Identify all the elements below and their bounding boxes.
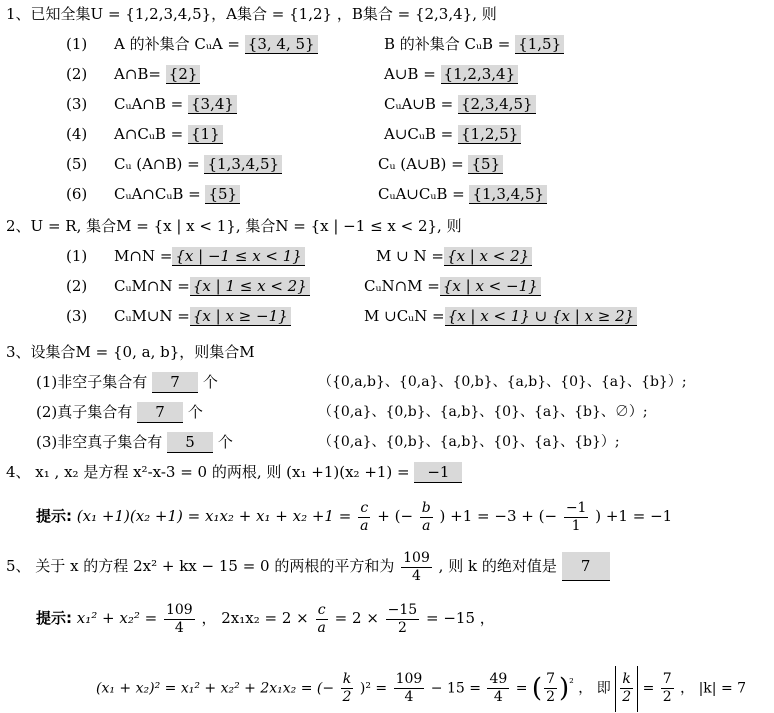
q3-row-list: （{0,a}、{0,b}、{a,b}、{0}、{a}、{b}）; <box>318 434 620 450</box>
q5-stem-frac: $\frac{109}{4}$ <box>403 549 430 584</box>
q1-row-left-answer: {2} <box>166 65 201 84</box>
q4-hint-d: ) +1 = −1 <box>595 507 673 525</box>
q1-row-right-answer: {1,3,4,5} <box>469 185 547 204</box>
q5-hint-label: 提示: <box>36 609 72 627</box>
q1-row-right-answer: {1,2,5} <box>458 125 521 144</box>
q5-h2-g: = <box>642 680 655 697</box>
q5-h2-frac-5: $\frac{k}{2}$ <box>622 671 632 706</box>
q2-row-left <box>66 246 305 268</box>
q1-row-number: (2) <box>66 65 88 83</box>
q3-stem: 3、设集合M = {0, a, b}，则集合M <box>6 343 255 361</box>
q5-h2-frac-2: $\frac{109}{4}$ <box>395 671 423 706</box>
q4-stem-text: 4、 x₁ , x₂ 是方程 x²-x-3 = 0 的两根, 则 (x₁ +1)(x₂ +1) = <box>6 463 410 481</box>
q1-row-right-expr: B 的补集合 CᵤB = <box>384 35 511 53</box>
q1-row-left <box>66 34 318 56</box>
q2-row-left-answer: {x | 1 ≤ x < 2} <box>190 277 310 296</box>
q3-row-list: （{0,a,b}、{0,a}、{0,b}、{a,b}、{0}、{a}、{b}）; <box>318 374 687 390</box>
q5-hint-line2: (x₁ + x₂)² = x₁² + x₂² + 2x₁x₂ = (− $\frac{k}{2}$ )² = $\frac{109}{4}$ − 15 = $\frac{49}{4}$ = ( $\frac{7}{2}$ )$^{^2}$ ， 即 $\frac{k}{2}$ = $\frac{7}{2}$ ， |k| = 7 <box>96 660 746 706</box>
q3-row-answer: 5 <box>167 432 213 453</box>
q3-row-list: （{0,a}、{0,b}、{a,b}、{0}、{a}、{b}、∅）; <box>318 404 648 420</box>
q4-hint-label: 提示: <box>36 507 72 525</box>
q1-row-right <box>384 64 518 86</box>
q2-row-left-answer: {x | x ≥ −1} <box>190 307 291 326</box>
q2-row-right <box>364 276 541 298</box>
q1-row-left-answer: {5} <box>205 185 240 204</box>
q1-row-right-expr: Cᵤ (A∪B) = <box>378 155 464 173</box>
q3-row-label: (3)非空真子集合有 <box>36 433 163 451</box>
q1-row-left <box>66 154 282 176</box>
q1-row-right-expr: CᵤA∪B = <box>384 95 454 113</box>
q4-answer: −1 <box>414 462 462 483</box>
q2-row-left-expr: CᵤM∪N = <box>114 307 190 325</box>
q5-h2-frac-1: $\frac{k}{2}$ <box>342 671 352 706</box>
q1-row-left-expr: CᵤA∩CᵤB = <box>114 185 201 203</box>
q1-row-right <box>384 94 536 116</box>
q1-row-right <box>384 124 521 146</box>
q4-stem <box>6 462 462 484</box>
q2-row-right <box>376 246 532 268</box>
q1-row-number: (5) <box>66 155 88 173</box>
q1-row-left-expr: A∩B= <box>114 65 161 83</box>
q3-row <box>36 372 218 394</box>
q1-row-number: (1) <box>66 35 88 53</box>
q2-row-right-expr: CᵤN∩M = <box>364 277 440 295</box>
q1-row-number: (4) <box>66 125 88 143</box>
q1-row-number: (6) <box>66 185 88 203</box>
q2-row-left-expr: M∩N = <box>114 247 173 265</box>
q1-stem: 1、已知全集U = {1,2,3,4,5}，A集合 = {1,2} ，B集合 = {2,3,4}, 则 <box>6 5 497 23</box>
q5-h1-a: x₁² + x₂² = <box>76 609 158 627</box>
q3-row-answer: 7 <box>137 402 183 423</box>
q2-row-left-expr: CᵤM∩N = <box>114 277 190 295</box>
q5-answer: 7 <box>562 552 610 581</box>
q2-row-right-answer: {x | x < 2} <box>444 247 532 266</box>
q1-row-right <box>378 154 503 176</box>
q5-stem <box>6 546 610 586</box>
q2-row-right-expr: M ∪CᵤN = <box>364 307 445 325</box>
q1-row-left <box>66 94 237 116</box>
q5-h1-frac-2: $\frac{c}{a}$ <box>317 601 326 636</box>
q5-h2-c: − 15 = <box>430 680 481 697</box>
q1-row-left-expr: A 的补集合 CᵤA = <box>114 35 240 53</box>
q5-h2-b: )² = <box>359 680 388 697</box>
q5-hint-line1 <box>36 598 495 638</box>
q2-row-left <box>66 306 291 328</box>
q2-row-right-answer: {x | x < 1} ∪ {x | x ≥ 2} <box>445 307 638 326</box>
q3-row-answer: 7 <box>152 372 198 393</box>
q1-row-left-answer: {3,4} <box>188 95 237 114</box>
q5-h1-b: ， 2x₁x₂ = 2 × <box>201 609 309 627</box>
q4-frac-1: $\frac{c}{a}$ <box>360 499 369 534</box>
q1-row-right-answer: {1,2,3,4} <box>441 65 519 84</box>
q5-h1-frac-3: $\frac{-15}{2}$ <box>387 601 418 636</box>
q5-h2-a: (x₁ + x₂)² = x₁² + x₂² + 2x₁x₂ = (− <box>96 680 335 697</box>
q2-stem: 2、U = R, 集合M = {x | x < 1}, 集合N = {x | −1 ≤ x < 2}, 则 <box>6 217 462 235</box>
q5-h2-f: ， 即 <box>578 680 611 697</box>
q2-row-right <box>364 306 637 328</box>
q1-row-left <box>66 184 240 206</box>
q1-row-right <box>384 34 564 56</box>
q4-hint <box>36 496 672 536</box>
q5-h2-frac-6: $\frac{7}{2}$ <box>662 671 672 706</box>
q3-row-label: (2)真子集合有 <box>36 403 133 421</box>
q1-row-left-expr: Cᵤ (A∩B) = <box>114 155 200 173</box>
q1-row-number: (3) <box>66 95 88 113</box>
q5-h2-abs-1 <box>615 666 638 712</box>
q5-stem-b: , 则 k 的绝对值是 <box>438 557 557 575</box>
q1-row-right <box>378 184 547 206</box>
q2-row-left <box>66 276 310 298</box>
q3-row-label: (1)非空子集合有 <box>36 373 148 391</box>
q1-row-left-answer: {1,3,4,5} <box>204 155 282 174</box>
q5-h2-frac-3: $\frac{49}{4}$ <box>489 671 508 706</box>
q5-h1-d: = −15 ， <box>426 609 495 627</box>
q3-row <box>36 432 233 454</box>
q1-row-left-expr: A∩CᵤB = <box>114 125 184 143</box>
q5-h2-d: = <box>515 680 528 697</box>
q3-row-unit: 个 <box>217 433 233 451</box>
q1-row-left <box>66 124 223 146</box>
q5-h2-frac-4: $\frac{7}{2}$ <box>546 671 555 706</box>
q1-row-left-answer: {1} <box>188 125 223 144</box>
q3-row-unit: 个 <box>187 403 203 421</box>
q4-frac-3: $\frac{-1}{1}$ <box>565 499 587 534</box>
q2-row-left-answer: {x | −1 ≤ x < 1} <box>172 247 304 266</box>
q5-stem-a: 5、 关于 x 的方程 2x² + kx − 15 = 0 的两根的平方和为 <box>6 557 395 575</box>
q2-row-right-expr: M ∪ N = <box>376 247 444 265</box>
q4-frac-2: $\frac{b}{a}$ <box>421 499 431 534</box>
q3-row <box>36 402 203 424</box>
q4-hint-a: (x₁ +1)(x₂ +1) = x₁x₂ + x₁ + x₂ +1 = <box>76 507 352 525</box>
q2-row-number: (2) <box>66 277 88 295</box>
q5-h1-c: = 2 × <box>334 609 379 627</box>
q2-row-right-answer: {x | x < −1} <box>440 277 541 296</box>
q4-hint-b: + (− <box>377 507 414 525</box>
q5-h2-e: ² <box>569 676 574 690</box>
q1-row-left <box>66 64 200 86</box>
q1-row-right-answer: {2,3,4,5} <box>458 95 536 114</box>
q1-row-right-expr: CᵤA∪CᵤB = <box>378 185 465 203</box>
q3-row-unit: 个 <box>202 373 218 391</box>
q1-row-right-expr: A∪CᵤB = <box>384 125 454 143</box>
q5-h2-h: ， |k| = 7 <box>680 680 747 697</box>
q1-row-left-answer: {3, 4, 5} <box>245 35 318 54</box>
q1-row-right-answer: {1,5} <box>515 35 564 54</box>
q1-row-right-expr: A∪B = <box>384 65 436 83</box>
q5-h1-frac-1: $\frac{109}{4}$ <box>165 601 193 636</box>
q1-row-left-expr: CᵤA∩B = <box>114 95 184 113</box>
q2-row-number: (3) <box>66 307 88 325</box>
q2-row-number: (1) <box>66 247 88 265</box>
q4-hint-c: ) +1 = −3 + (− <box>439 507 558 525</box>
q1-row-right-answer: {5} <box>468 155 503 174</box>
